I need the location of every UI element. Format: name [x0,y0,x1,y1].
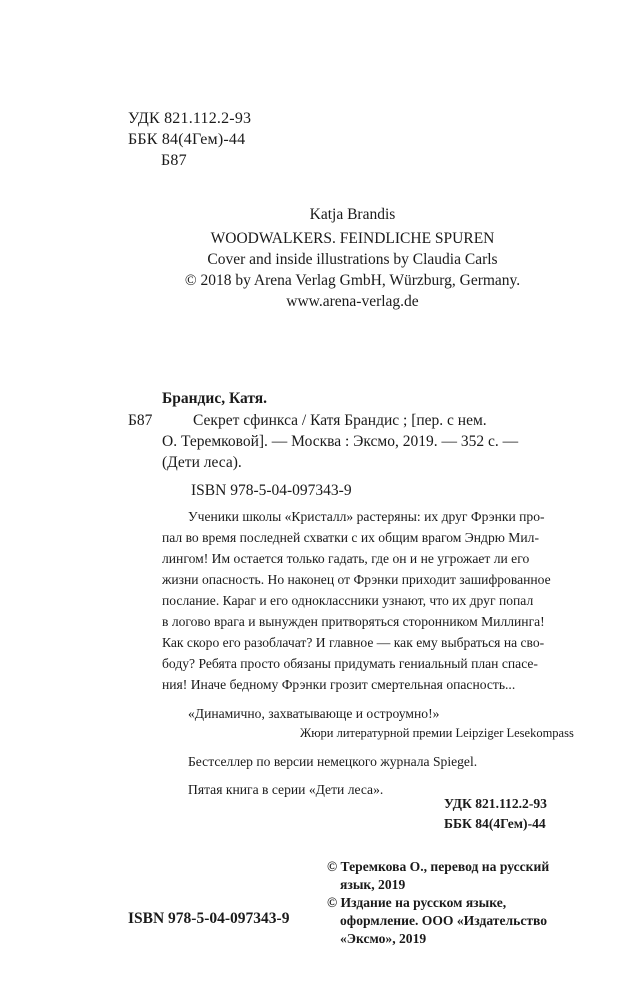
isbn-bottom: ISBN 978-5-04-097343-9 [128,910,290,927]
original-author: Katja Brandis [309,206,396,223]
copyright-edition: © Издание на русском языке, [327,895,507,910]
original-title: WOODWALKERS. FEINDLICHE SPUREN [210,230,495,247]
annotation-line: пал во время последней схватки с их общим врагом Эндрю Мил- [162,530,539,545]
bibliographic-author-mark: Б87 [128,412,153,429]
author-mark: Б87 [161,152,187,169]
review-source: Жюри литературной премии Leipziger Lesekompass [300,726,574,740]
bestseller-note: Бестселлер по версии немецкого журнала Spiegel. [188,754,478,769]
annotation-line: боду? Ребята просто обязаны придумать гениальный план спасе- [162,656,538,671]
annotation-line: жизни опасность. Но наконец от Фрэнки приходит зашифрованное [162,572,551,587]
annotation-line: Ученики школы «Кристалл» растеряны: их друг Фрэнки про- [188,509,545,524]
udk-code: УДК 821.112.2-93 [128,110,252,127]
bibliographic-line: (Дети леса). [162,454,242,471]
annotation-line: ния! Иначе бедному Фрэнки грозит смертельная опасность... [162,677,516,692]
bibliographic-line: О. Теремковой]. — Москва : Эксмо, 2019. — 352 с. — [162,433,519,450]
annotation-line: в логово врага и вынужден притворяться сторонником Миллинга! [162,614,545,629]
annotation-line: Как скоро его разоблачат? И главное — как ему выбраться на сво- [162,635,545,650]
annotation-line: лингом! Им остается только гадать, где он и не угрожает ли его [162,551,530,566]
footer-udk-code: УДК 821.112.2-93 [444,796,547,811]
copyright-translation-cont: язык, 2019 [340,877,406,892]
illustrations-credit: Cover and inside illustrations by Claudia Carls [207,251,498,268]
annotation-line: послание. Караг и его одноклассники узнают, что их друг попал [162,593,534,608]
copyright-edition-cont: оформление. ООО «Издательство [340,913,548,928]
publisher-website: www.arena-verlag.de [286,293,419,310]
series-note: Пятая книга в серии «Дети леса». [188,782,384,797]
bibliographic-line: Секрет сфинкса / Катя Брандис ; [пер. с нем. [193,412,487,429]
review-quote: «Динамично, захватывающе и остроумно!» [188,706,440,721]
bbk-code: ББК 84(4Гем)-44 [128,131,246,148]
original-copyright: © 2018 by Arena Verlag GmbH, Würzburg, Germany. [184,272,521,289]
footer-bbk-code: ББК 84(4Гем)-44 [444,816,546,831]
isbn-record: ISBN 978-5-04-097343-9 [191,482,352,499]
copyright-translation: © Теремкова О., перевод на русский [327,859,550,874]
bibliographic-heading: Брандис, Катя. [162,390,268,407]
copyright-edition-cont: «Эксмо», 2019 [340,931,427,946]
